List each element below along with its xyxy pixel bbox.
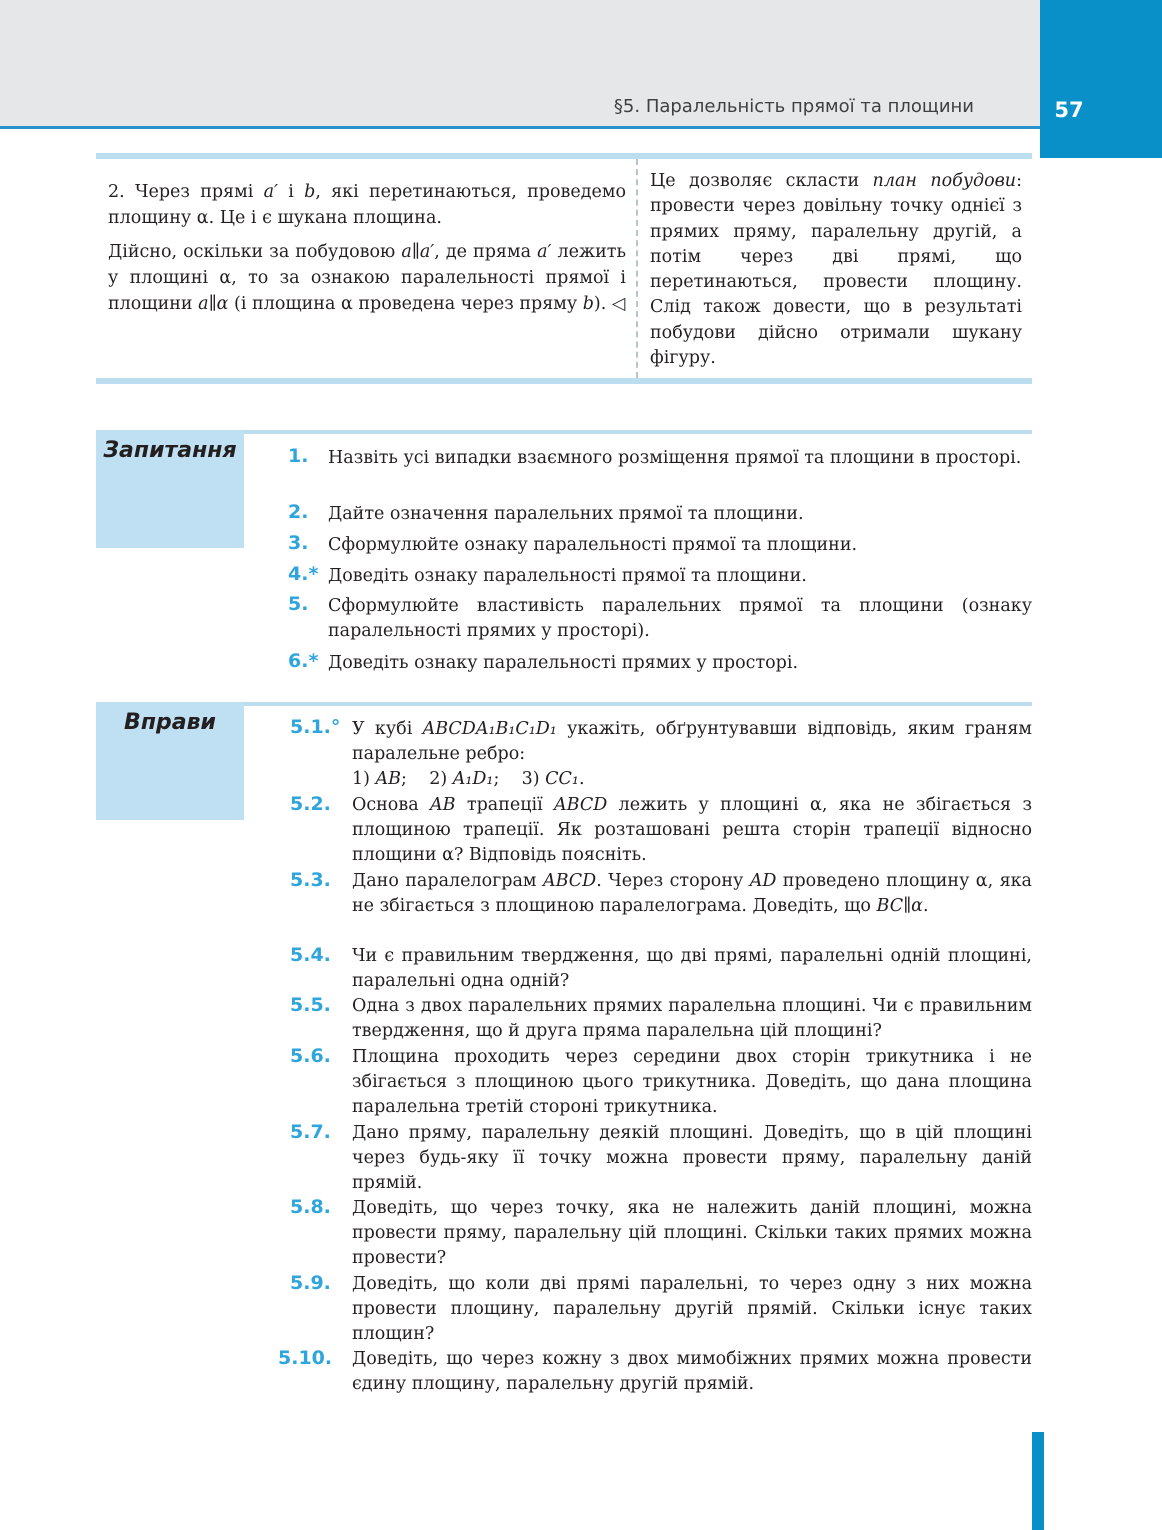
exercise-number: 5.3. (290, 869, 331, 891)
exercise-number: 5.10. (278, 1347, 333, 1369)
exercise-text: Чи є правильним твердження, що дві прямі, паралельні одній площині, паралельні одна одній? (352, 946, 1032, 991)
exercise-number: 5.1.° (290, 716, 341, 738)
questions-rule (244, 430, 1032, 434)
question-text: Сформулюйте ознаку паралельності прямої та площини. (328, 535, 858, 555)
exercise-text: Основа AB трапеції ABCD лежить у площині α, яка не збігається з площиною трапеції. Як розташовані решта сторін трапеції відносно площини α? Відповідь поясніть. (352, 795, 1033, 865)
question-number: 2. (288, 501, 309, 523)
page-tab (1040, 0, 1162, 158)
exercise-number: 5.4. (290, 944, 331, 966)
exercise-number: 5.9. (290, 1272, 331, 1294)
page-edge-marker (1032, 1432, 1044, 1530)
exercise-number: 5.2. (290, 793, 331, 815)
solution-proof: Дійсно, оскільки за побудовою a∥a′, де пряма a′ лежить у площині α, то за ознакою паралельності прямої і площини a∥α (і площина α проведена через пряму b). ◁ (108, 242, 626, 314)
question-text: Дайте означення паралельних прямої та площини. (328, 504, 804, 524)
page-number: 57 (1054, 98, 1084, 122)
exercise-text: Доведіть, що через точку, яка не належить даній площині, можна провести пряму, паралельну цій площині. Скільки таких прямих можна провести? (352, 1198, 1032, 1268)
section-title: §5. Паралельність прямої та площини (613, 96, 974, 117)
table-bottom-rule (96, 378, 1032, 384)
question-text: Сформулюйте властивість паралельних прямої та площини (ознаку паралельності прямих у просторі). (328, 596, 1032, 641)
exercise-number: 5.7. (290, 1121, 331, 1143)
exercise-number: 5.6. (290, 1045, 331, 1067)
plan-text: Це дозволяє скласти план побудови: провести через довільну точку однієї з прямих пряму, паралельну другій, а потім через дві прямі, що перетинаються, провести площину. Слід також довести, що в результаті побудови дійсно отримали шукану фігуру. (650, 171, 1022, 369)
question-number: 1. (288, 445, 309, 467)
question-text: Доведіть ознаку паралельності прямої та площини. (328, 566, 807, 586)
exercise-text: Дано паралелограм ABCD. Через сторону AD проведено площину α, яка не збігається з площиною паралелограма. Доведіть, що BC∥α. (352, 871, 1032, 916)
exercises-label-box (96, 702, 244, 820)
exercises-rule (244, 702, 1032, 706)
question-number: 5. (288, 593, 309, 615)
questions-label-box (96, 430, 244, 548)
exercise-number: 5.8. (290, 1196, 331, 1218)
solution-step-2: 2. Через прямі a′ і b, які перетинаються, проведемо площину α. Це і є шукана площина. (108, 182, 626, 228)
exercise-text: Одна з двох паралельних прямих паралельна площині. Чи є правильним твердження, що й друга пряма паралельна цій площині? (352, 996, 1032, 1041)
question-text: Назвіть усі випадки взаємного розміщення прямої та площини в просторі. (328, 448, 1022, 468)
exercise-text: Дано пряму, паралельну деякій площині. Доведіть, що в цій площині через будь-яку її точку можна провести пряму, паралельну даній прямій. (352, 1123, 1032, 1193)
question-text: Доведіть ознаку паралельності прямих у просторі. (328, 653, 799, 673)
solution-column (108, 179, 626, 325)
exercise-text: Доведіть, що коли дві прямі паралельні, то через одну з них можна провести площину, паралельну другій прямій. Скільки існує таких площин? (352, 1274, 1032, 1344)
plan-column (650, 169, 1022, 371)
exercise-text: Доведіть, що через кожну з двох мимобіжних прямих можна провести єдину площину, паралельну другій прямій. (352, 1349, 1032, 1394)
column-divider (636, 159, 638, 378)
exercise-number: 5.5. (290, 994, 331, 1016)
question-number: 4.* (288, 563, 319, 585)
question-number: 6.* (288, 650, 319, 672)
table-top-rule (96, 153, 1032, 159)
solution-table (96, 153, 1032, 384)
exercises-heading: Вправи (124, 710, 216, 735)
questions-heading: Запитання (103, 438, 237, 463)
question-number: 3. (288, 532, 309, 554)
header-divider (0, 126, 1040, 129)
exercise-text: У кубі ABCDA₁B₁C₁D₁ укажіть, обґрунтувавши відповідь, яким граням паралельне ребро: 1) AB; 2) A₁D₁; 3) CC₁. (352, 719, 1032, 789)
exercise-text: Площина проходить через середини двох сторін трикутника і не збігається з площиною цього трикутника. Доведіть, що дана площина паралельна третій стороні трикутника. (352, 1047, 1032, 1117)
